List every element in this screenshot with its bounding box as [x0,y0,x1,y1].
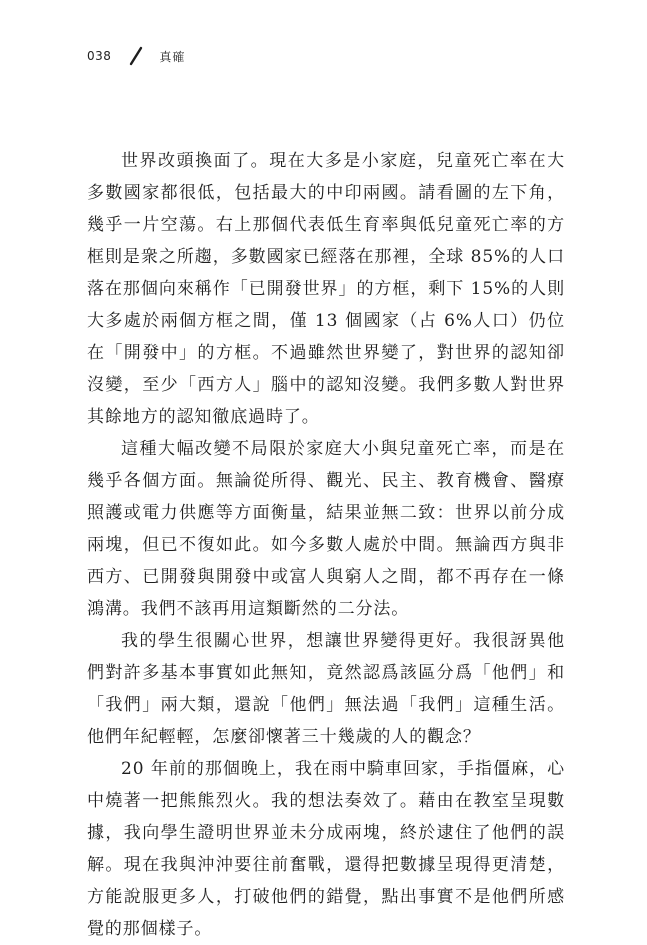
paragraph-1: 世界改頭換面了。現在大多是小家庭，兒童死亡率在大多數國家都很低，包括最大的中印兩國。請看圖的左下角，幾乎一片空蕩。右上那個代表低生育率與低兒童死亡率的方框則是衆之所趨，多數國家已經落在那裡，全球 85%的人口落在那個向來稱作「已開發世界」的方框，剩下 15%的人則大多處於兩個方框之間，僅 13 個國家（占 6%人口）仍位在「開發中」的方框。不過雖然世界變了，對世界的認知卻沒變，至少「西方人」腦中的認知沒變。我們多數人對世界其餘地方的認知徹底過時了。 [87,151,565,427]
chapter-title: 真確 [159,49,186,64]
running-header [87,44,185,68]
slash-icon [125,45,147,67]
paragraph-3: 我的學生很關心世界，想讓世界變得更好。我很訝異他們對許多基本事實如此無知，竟然認爲該區分爲「他們」和「我們」兩大類，還說「他們」無法過「我們」這種生活。他們年紀輕輕，怎麼卻懷著三十幾歲的人的觀念？ [87,631,565,747]
paragraph-2: 這種大幅改變不局限於家庭大小與兒童死亡率，而是在幾乎各個方面。無論從所得、觀光、民主、教育機會、醫療照護或電力供應等方面衡量，結果並無二致：世界以前分成兩塊，但已不復如此。如今多數人處於中間。無論西方與非西方、已開發與開發中或富人與窮人之間，都不再存在一條鴻溝。我們不該再用這類斷然的二分法。 [87,439,565,619]
paragraph-4: 20 年前的那個晚上，我在雨中騎車回家，手指僵麻，心中燒著一把熊熊烈火。我的想法奏效了。藉由在教室呈現數據，我向學生證明世界並未分成兩塊，終於逮住了他們的誤解。現在我與沖沖要往前奮戰，還得把數據呈現得更清楚，方能說服更多人，打破他們的錯覺，點出事實不是他們所感覺的那個樣子。 [87,759,565,939]
page-number: 038 [87,49,112,63]
body-text [87,145,565,945]
